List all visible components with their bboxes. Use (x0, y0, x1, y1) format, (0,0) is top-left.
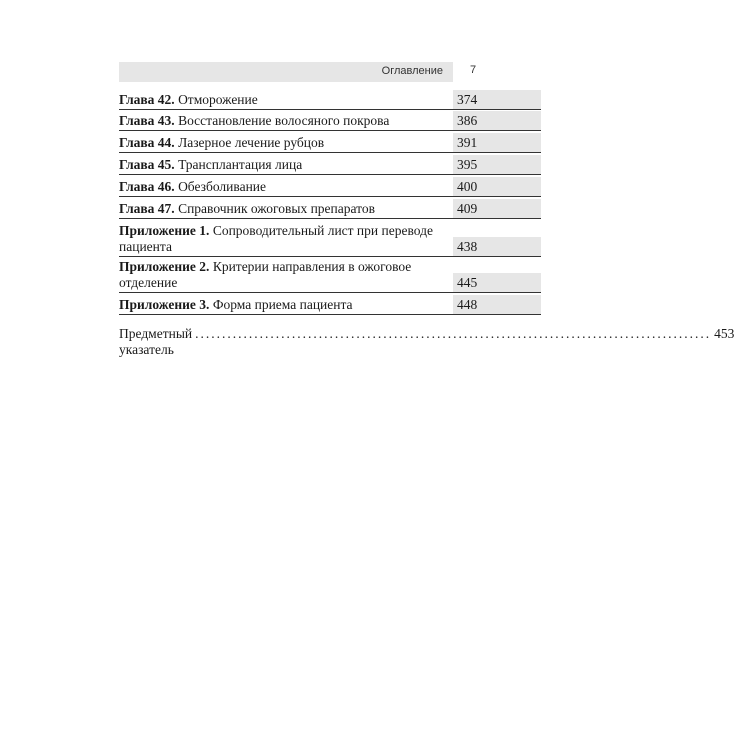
toc-page-number: 395 (457, 157, 478, 172)
toc-entry-text (119, 157, 449, 173)
toc-entry-title: Трансплантация лица (178, 157, 303, 172)
toc-page-cell (453, 177, 541, 196)
toc-page-number: 400 (457, 179, 478, 194)
toc-page-cell (453, 133, 541, 152)
toc-entry-label: Глава 46. (119, 179, 175, 194)
toc-entry-appendix-2[interactable] (119, 258, 541, 293)
toc-entry-text (119, 201, 449, 217)
toc-entry-text (119, 297, 449, 313)
toc-page-number: 391 (457, 135, 478, 150)
toc-entry-text (119, 92, 449, 108)
toc-entry-label: Глава 42. (119, 92, 175, 107)
toc-entry-chapter-47[interactable] (119, 198, 541, 219)
toc-page-cell (453, 155, 541, 174)
toc-page-cell (453, 90, 541, 109)
toc-entry-text (119, 113, 449, 129)
toc-entry-label: Приложение 2. (119, 259, 210, 274)
toc-entry-chapter-45[interactable] (119, 154, 541, 175)
toc-entry-title: Лазерное лечение рубцов (178, 135, 325, 150)
toc-entry-label: Глава 44. (119, 135, 175, 150)
toc-entry-label: Глава 47. (119, 201, 175, 216)
toc-entry-chapter-43[interactable] (119, 110, 541, 131)
running-header (119, 62, 453, 82)
toc-page-number: 445 (457, 275, 478, 290)
toc-page-number: 386 (457, 113, 478, 128)
toc-page-cell (453, 273, 541, 292)
toc-entry-title: Справочник ожоговых препаратов (178, 201, 375, 216)
toc-entry-subject-index[interactable] (119, 326, 734, 358)
toc-page-cell (453, 237, 541, 256)
toc-page-cell (453, 111, 541, 130)
header-title: Оглавление (381, 65, 443, 77)
toc-entry-chapter-44[interactable] (119, 132, 541, 153)
toc-page-cell (453, 295, 541, 314)
toc-entry-text (119, 223, 449, 255)
index-label: Предметный указатель (119, 326, 193, 357)
toc-entry-label: Глава 43. (119, 113, 175, 128)
toc-page-number: 374 (457, 92, 478, 107)
toc-entry-label: Глава 45. (119, 157, 175, 172)
toc-page-number: 448 (457, 297, 478, 312)
page-number: 7 (470, 64, 477, 76)
toc-entry-title: Восстановление волосяного покрова (178, 113, 390, 128)
toc-entry-appendix-3[interactable] (119, 294, 541, 315)
index-page-number: 453 (714, 326, 734, 341)
toc-entry-text (119, 179, 449, 195)
index-leader-dots: ................................................................................................ (195, 326, 712, 341)
toc-entry-text (119, 135, 449, 151)
toc-page-cell (453, 199, 541, 218)
toc-entry-title: Сопроводительный лист при переводе пациента (119, 223, 433, 254)
toc-entry-label: Приложение 3. (119, 297, 210, 312)
toc-page-number: 438 (457, 239, 478, 254)
toc-entry-title: Критерии направления в ожоговое отделение (119, 259, 412, 290)
toc-entry-text (119, 259, 449, 291)
toc-entry-appendix-1[interactable] (119, 222, 541, 257)
toc-entry-chapter-42[interactable] (119, 89, 541, 110)
toc-entry-title: Обезболивание (178, 179, 267, 194)
toc-entry-chapter-46[interactable] (119, 176, 541, 197)
toc-entry-title: Отморожение (178, 92, 258, 107)
toc-entry-label: Приложение 1. (119, 223, 210, 238)
toc-page-number: 409 (457, 201, 478, 216)
toc-entry-title: Форма приема пациента (212, 297, 353, 312)
